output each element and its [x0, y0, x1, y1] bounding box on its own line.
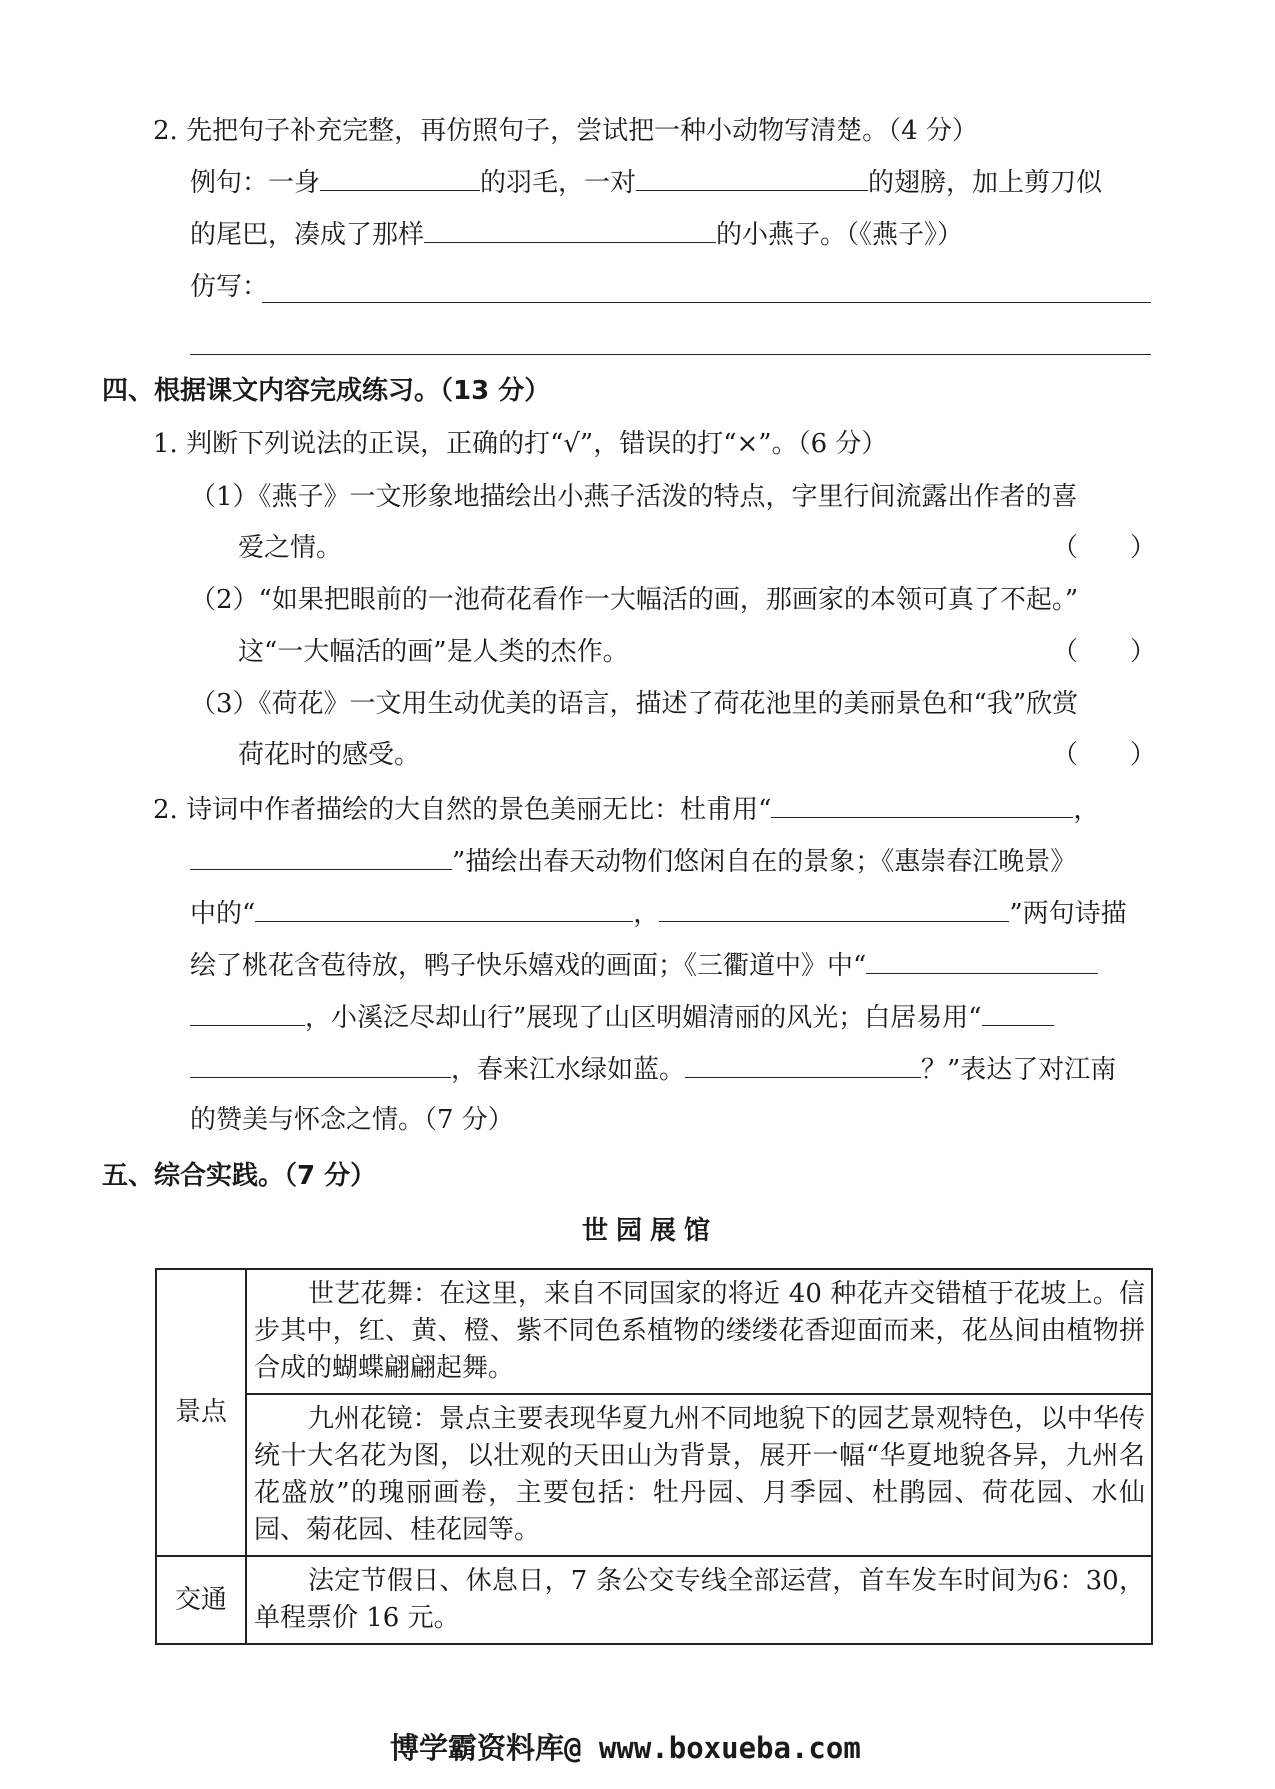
blank-swallow[interactable] — [424, 216, 716, 243]
expo-info-table — [155, 1268, 1153, 1645]
poem-text: 绘了桃花含苞待放，鸭子快乐嬉戏的画面；《三衢道中》中“ — [190, 951, 867, 981]
example-text: 的羽毛，一对 — [480, 168, 637, 198]
poem-text: ， — [633, 899, 660, 929]
judge-item-1-answer[interactable]: （ ） — [1052, 533, 1157, 563]
table-title: 世园展馆 — [582, 1216, 719, 1246]
traffic-info: 法定节假日、休息日，7 条公交专线全部运营，首车发车时间为6：30，单程票价 16 元。 — [246, 1556, 1152, 1644]
scenic-world-flower-dance: 世艺花舞：在这里，来自不同国家的将近 40 种花卉交错植于花坡上。信步其中，红、黄、橙、紫不同色系植物的缕缕花香迎面而来，花丛间由植物拼合成的蝴蝶翩翩起舞。 — [246, 1269, 1152, 1394]
blank-feather[interactable] — [320, 164, 480, 191]
poem-text: 中的“ — [190, 899, 256, 929]
judge-item-3-answer[interactable]: （ ） — [1052, 740, 1157, 770]
poem-blank-2[interactable] — [190, 843, 452, 870]
table-row — [156, 1394, 1152, 1556]
poem-line-1 — [153, 791, 1099, 827]
poem-text: ，春来江水绿如蓝。 — [451, 1055, 686, 1085]
poem-line-3 — [190, 895, 1127, 931]
poem-blank-3[interactable] — [255, 895, 633, 922]
section4-q1-title: 1. 判断下列说法的正误，正确的打“√”，错误的打“×”。（6 分） — [153, 429, 888, 459]
poem-blank-1[interactable] — [771, 791, 1073, 818]
poem-line-4 — [190, 947, 1098, 983]
footer-watermark: 博学霸资料库@ www.boxueba.com — [390, 1731, 861, 1765]
label-scenic: 景点 — [156, 1269, 246, 1556]
poem-line-7: 的赞美与怀念之情。（7 分） — [190, 1105, 514, 1135]
imitate-answer-line-2[interactable] — [190, 354, 1151, 355]
q3-2-example-line2 — [190, 216, 963, 252]
judge-item-3-line1: （3）《荷花》一文用生动优美的语言，描述了荷花池里的美丽景色和“我”欣赏 — [190, 689, 1079, 719]
imitate-label: 仿写： — [190, 272, 269, 302]
label-traffic: 交通 — [156, 1556, 246, 1644]
judge-item-2-line1: （2）“如果把眼前的一池荷花看作一大幅活的画，那画家的本领可真了不起。” — [190, 585, 1079, 615]
judge-item-3-line2: 荷花时的感受。 — [238, 740, 421, 770]
example-text: 的翅膀，加上剪刀似 — [868, 168, 1103, 198]
judge-item-2-answer[interactable]: （ ） — [1052, 637, 1157, 667]
poem-text: ？”表达了对江南 — [921, 1055, 1117, 1085]
imitate-answer-line-1[interactable] — [262, 302, 1151, 303]
poem-text: ，小溪泛尽却山行”展现了山区明媚清丽的风光；白居易用“ — [305, 1003, 982, 1033]
table-row — [156, 1269, 1152, 1394]
judge-item-1-line2: 爱之情。 — [238, 533, 343, 563]
poem-line-2 — [190, 843, 1076, 879]
section5-heading: 五、综合实践。（7 分） — [102, 1161, 377, 1191]
poem-blank-5[interactable] — [866, 947, 1098, 974]
judge-item-1-line1: （1）《燕子》一文形象地描绘出小燕子活泼的特点，字里行间流露出作者的喜 — [190, 482, 1078, 512]
poem-line-5 — [190, 999, 1054, 1035]
poem-blank-6[interactable] — [190, 999, 305, 1026]
poem-text: ， — [1073, 795, 1100, 825]
poem-blank-7[interactable] — [982, 999, 1054, 1026]
example-text: 的尾巴，凑成了那样 — [190, 220, 425, 250]
q3-2-example-line1 — [190, 164, 1102, 200]
example-text: 的小燕子。（《燕子》） — [716, 220, 964, 250]
poem-blank-9[interactable] — [685, 1051, 921, 1078]
poem-text: 2. 诗词中作者描绘的大自然的景色美丽无比：杜甫用“ — [153, 795, 772, 825]
table-row — [156, 1556, 1152, 1644]
judge-item-2-line2: 这“一大幅活的画”是人类的杰作。 — [238, 637, 629, 667]
poem-line-6 — [190, 1051, 1116, 1087]
q3-2-prompt: 2. 先把句子补充完整，再仿照句子，尝试把一种小动物写清楚。（4 分） — [153, 116, 978, 146]
example-text: 例句：一身 — [190, 168, 321, 198]
poem-text: ”描绘出春天动物们悠闲自在的景象；《惠崇春江晚景》 — [452, 847, 1077, 877]
blank-wings[interactable] — [636, 164, 868, 191]
scenic-jiuzhou-flower-mirror: 九州花镜：景点主要表现华夏九州不同地貌下的园艺景观特色，以中华传统十大名花为图，以壮观的天田山为背景，展开一幅“华夏地貌各异，九州名花盛放”的瑰丽画卷，主要包括：牡丹园、月季园、杜鹃园、荷花园、水仙园、菊花园、桂花园等。 — [246, 1394, 1152, 1556]
section4-heading: 四、根据课文内容完成练习。（13 分） — [102, 376, 551, 406]
poem-blank-8[interactable] — [190, 1051, 451, 1078]
poem-blank-4[interactable] — [659, 895, 1009, 922]
poem-text: ”两句诗描 — [1009, 899, 1127, 929]
